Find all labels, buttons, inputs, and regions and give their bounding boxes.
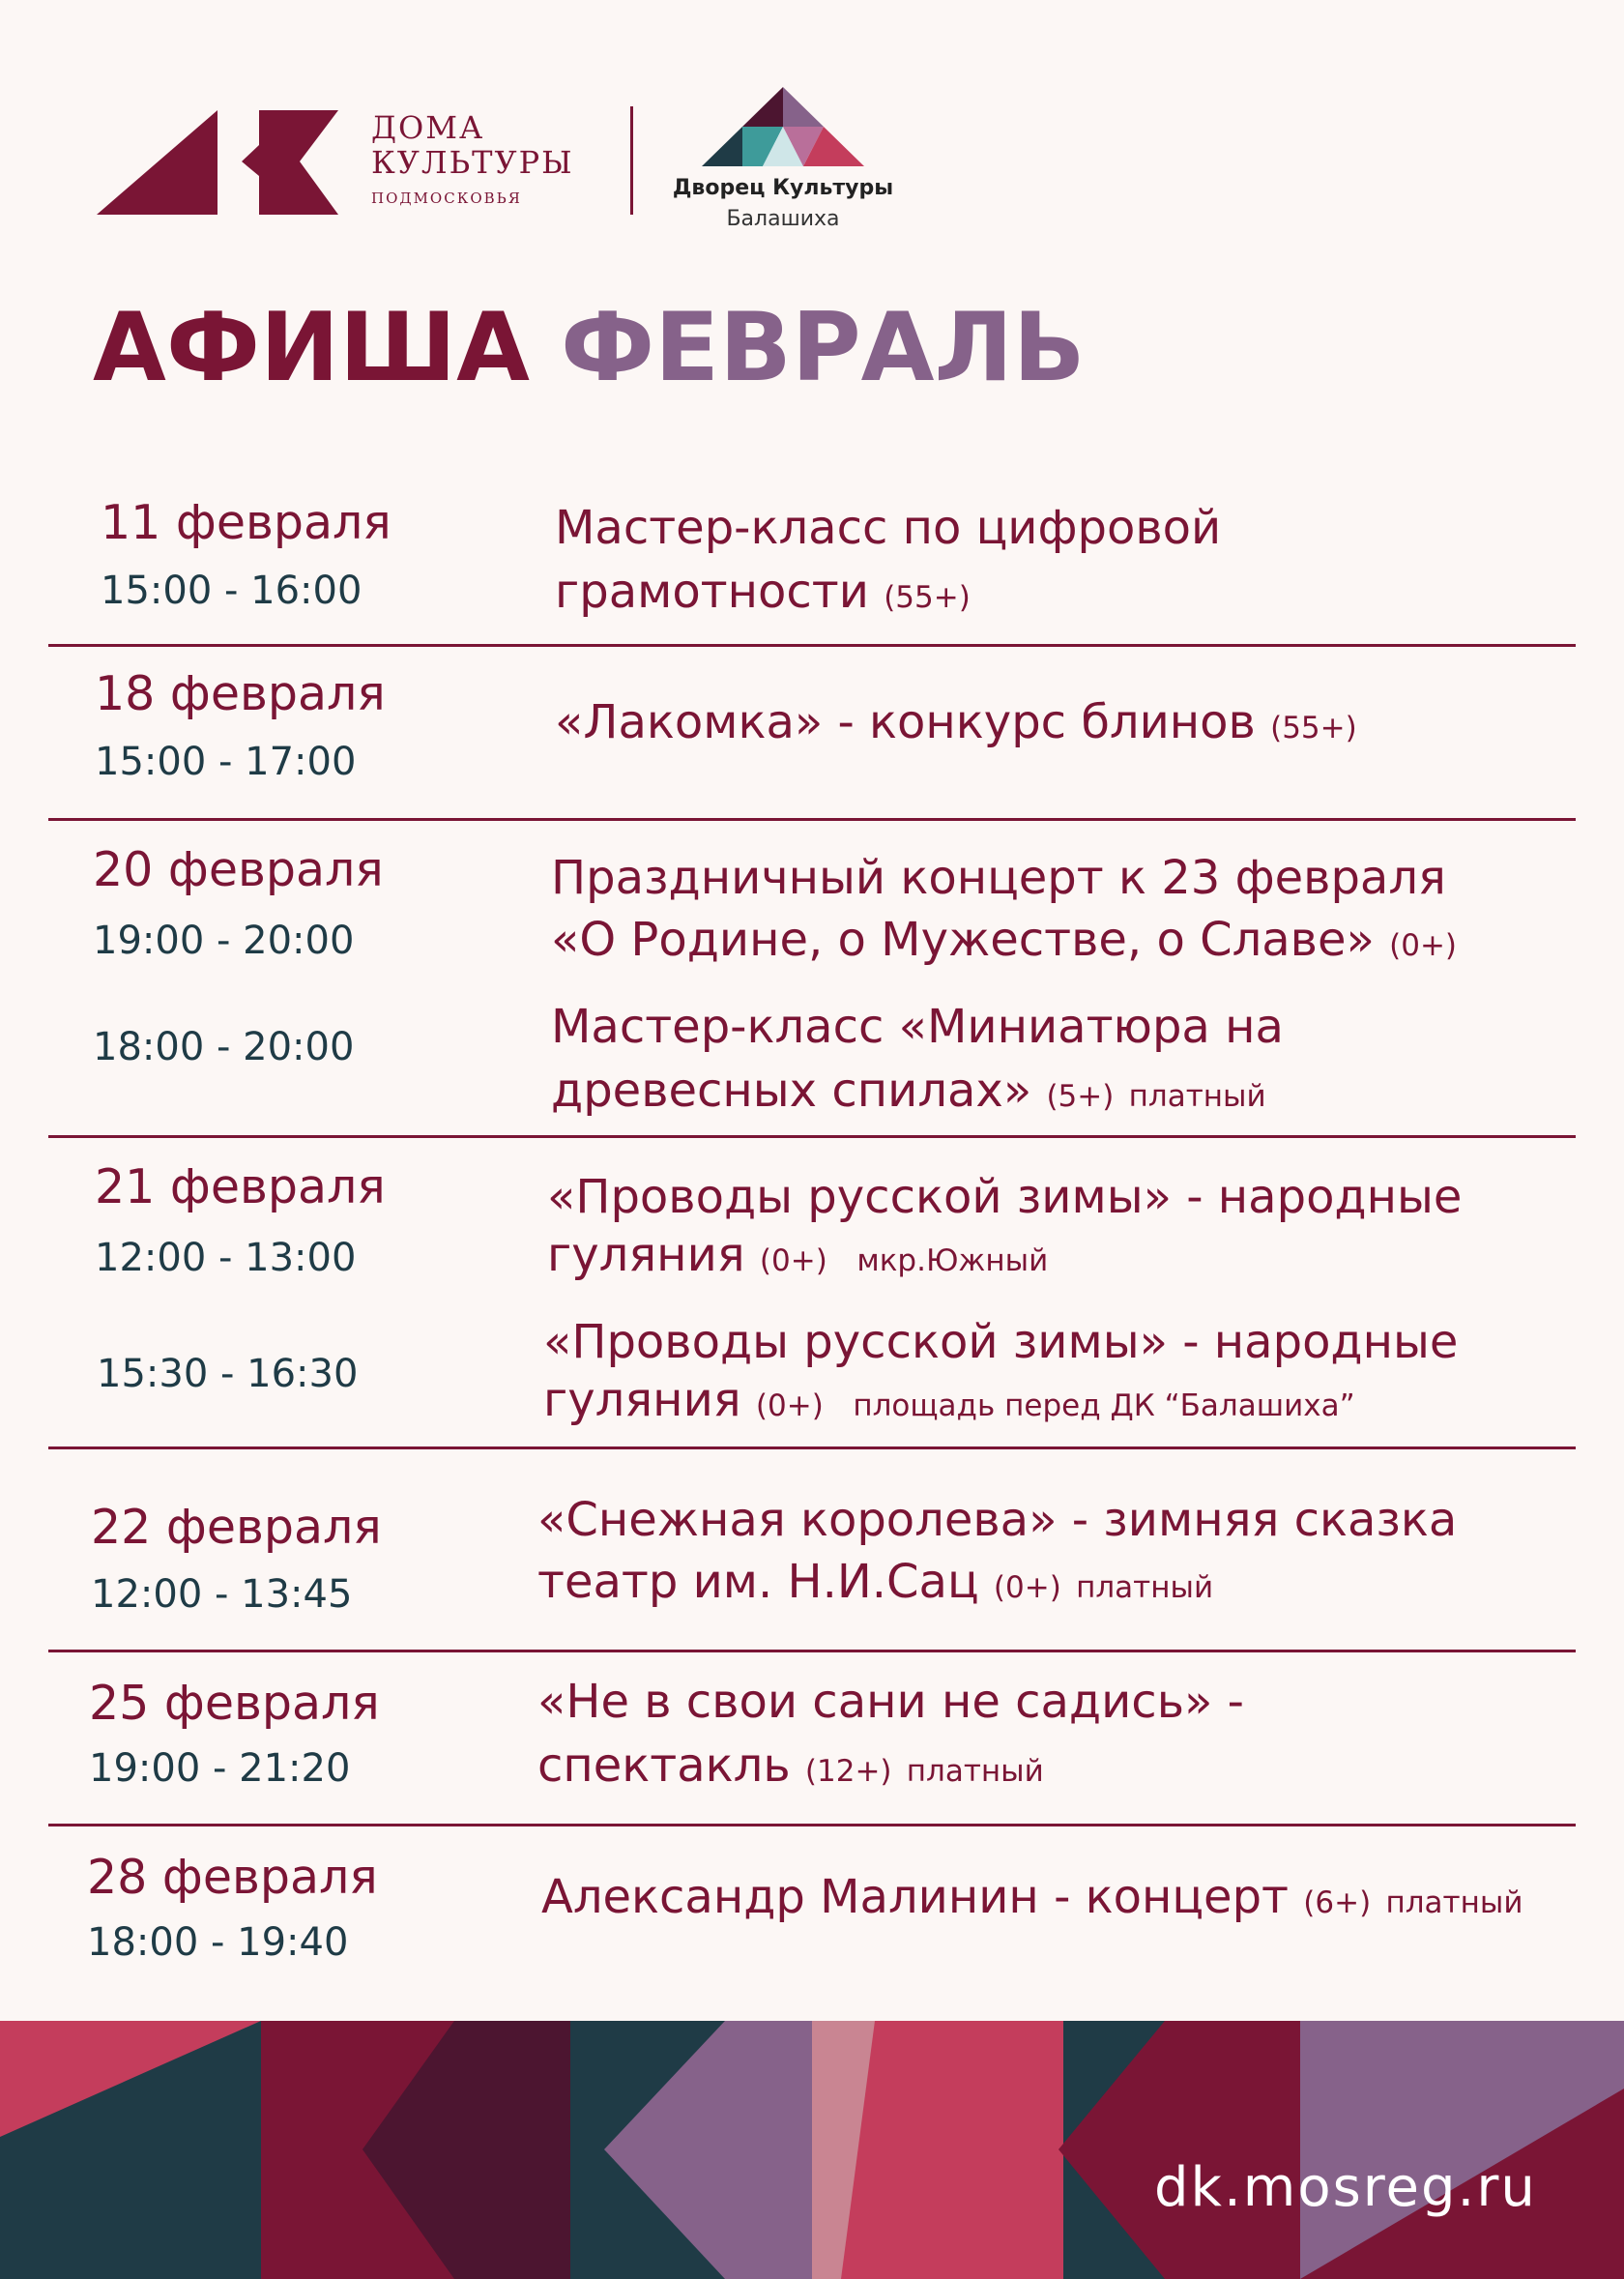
event-date: 11 февраля [101, 495, 392, 550]
event-time: 15:00 - 17:00 [95, 740, 357, 784]
logo-separator [630, 106, 633, 215]
footer-geometric-shapes [0, 2021, 1624, 2279]
row-divider [48, 1135, 1576, 1138]
paid-label: платный [1076, 1570, 1214, 1605]
title-afisha: АФИША [93, 293, 530, 403]
event-title-2: «Проводы русской зимы» - народные [543, 1315, 1459, 1369]
age-badge: (55+) [1270, 711, 1357, 745]
logo-line-2: КУЛЬТУРЫ [371, 144, 574, 181]
doma-kultury-wordmark [371, 110, 574, 207]
logo-line-1: ДОМА [371, 109, 485, 146]
logo-line-3: ПОДМОСКОВЬЯ [371, 190, 522, 207]
paid-label: платный [1128, 1079, 1266, 1114]
paid-label: платный [906, 1754, 1044, 1789]
event-time-2: 18:00 - 20:00 [93, 1025, 355, 1069]
dvorets-city: Балашиха [726, 207, 840, 231]
event-date: 18 февраля [95, 666, 386, 721]
event-time: 18:00 - 19:40 [87, 1920, 349, 1965]
age-badge: (0+) [755, 1388, 824, 1423]
event-title-text: древесных спилах» [551, 1064, 1032, 1118]
event-date: 28 февраля [87, 1850, 378, 1905]
age-badge: (0+) [993, 1570, 1061, 1605]
row-divider [48, 1650, 1576, 1652]
event-title-line2 [555, 561, 971, 628]
event-date: 25 февраля [89, 1676, 380, 1731]
event-date: 21 февраля [95, 1159, 386, 1214]
event-title-text: спектакль [537, 1738, 791, 1793]
event-title-text: театр им. Н.И.Сац [537, 1555, 979, 1609]
row-divider [48, 1824, 1576, 1826]
dvorets-name: Дворец Культуры [672, 176, 894, 200]
event-title: «Снежная королева» - зимняя сказка [537, 1493, 1458, 1547]
event-time: 12:00 - 13:00 [95, 1236, 357, 1280]
event-title-2: Мастер-класс «Миниатюра на [551, 1000, 1284, 1054]
event-title-line2 [537, 1735, 1044, 1802]
website-link[interactable]: dk.mosreg.ru [1154, 2156, 1537, 2219]
event-title-line2 [551, 909, 1457, 977]
row-divider [48, 1446, 1576, 1449]
age-badge: (12+) [804, 1754, 892, 1789]
event-title: Мастер-класс по цифровой [555, 501, 1222, 555]
footer-pattern [0, 2021, 1624, 2279]
event-title-line2 [547, 1224, 1048, 1292]
event-time-2: 15:30 - 16:30 [97, 1352, 359, 1396]
age-badge: (6+) [1303, 1885, 1372, 1920]
event-title: «Не в свои сани не садись» - [537, 1675, 1244, 1729]
event-title-line2 [537, 1551, 1213, 1619]
event-title-text: гуляния [543, 1373, 741, 1427]
event-title-text: «О Родине, о Мужестве, о Славе» [551, 913, 1375, 967]
event-title-2-line2 [543, 1369, 1355, 1437]
event-date: 22 февраля [91, 1500, 382, 1555]
event-title: «Проводы русской зимы» - народные [547, 1170, 1463, 1224]
event-date: 20 февраля [93, 842, 384, 897]
row-divider [48, 818, 1576, 821]
event-title-text: гуляния [547, 1228, 745, 1282]
event-title-text: грамотности [555, 565, 869, 619]
event-title [555, 691, 1357, 759]
age-badge: (0+) [759, 1243, 827, 1278]
paid-label: платный [1385, 1885, 1523, 1920]
event-title-text: «Лакомка» - конкурс блинов [555, 695, 1256, 749]
place-label: мкр.Южный [856, 1243, 1049, 1278]
event-title: Праздничный концерт к 23 февраля [551, 851, 1446, 905]
event-title [541, 1866, 1522, 1934]
event-time: 19:00 - 21:20 [89, 1746, 351, 1791]
age-badge: (5+) [1046, 1079, 1115, 1114]
age-badge: (0+) [1389, 928, 1458, 963]
doma-kultury-logo [97, 108, 338, 215]
title-month: ФЕВРАЛЬ [561, 293, 1086, 403]
event-time: 19:00 - 20:00 [93, 919, 355, 963]
event-time: 15:00 - 16:00 [101, 569, 362, 613]
event-title-2-line2 [551, 1060, 1266, 1127]
event-title-text: Александр Малинин - концерт [541, 1870, 1290, 1924]
event-time: 12:00 - 13:45 [91, 1572, 353, 1617]
place-label: площадь перед ДК “Балашиха” [853, 1388, 1355, 1423]
row-divider [48, 644, 1576, 647]
dvorets-kultury-logo [702, 87, 864, 166]
age-badge: (55+) [884, 580, 971, 615]
